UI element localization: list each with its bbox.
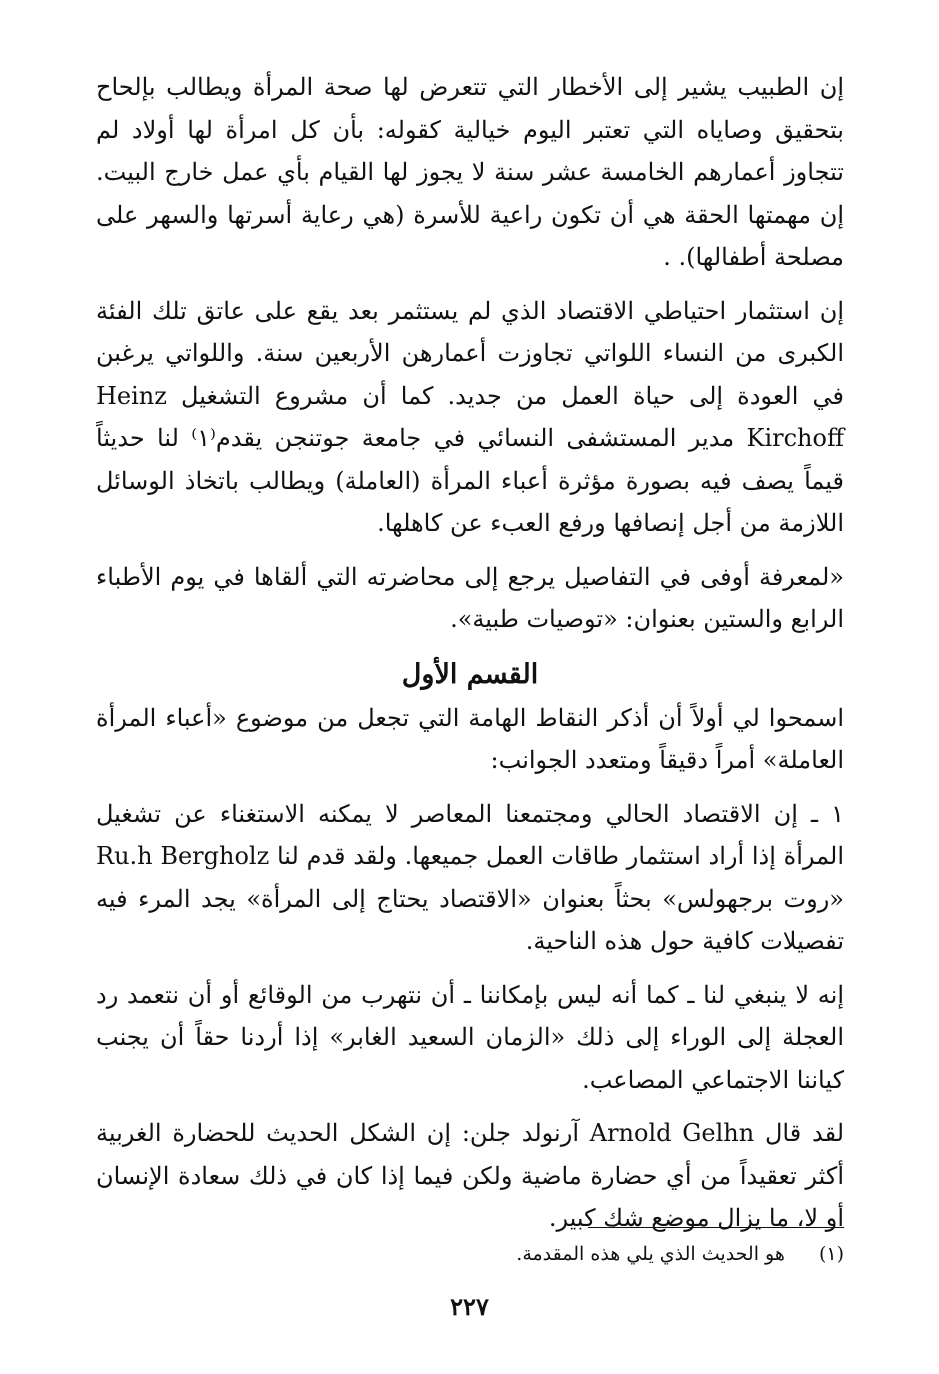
footnote-divider xyxy=(588,1227,844,1228)
section-heading: القسم الأول xyxy=(401,658,539,690)
paragraph-2: إن استثمار احتياطي الاقتصاد الذي لم يستثمر بعد يقع على عاتق تلك الفئة الكبرى من النساء اللواتي تجاوزت أعمارهن الأربعين سنة. واللواتي يرغبن في العودة إلى حياة العمل من جديد. كما أن مشروع التشغيل Heinz Kirchoff مدير المستشفى النسائي في جامعة جوتنجن يقدم⁽١⁾ لنا حديثاً قيماً يصف فيه بصورة مؤثرة أعباء المرأة (العاملة) ويطالب باتخاذ الوسائل اللازمة من أجل إنصافها ورفع العبء عن كاهلها. xyxy=(96,296,845,537)
paragraph-7: لقد قال Arnold Gelhn آرنولد جلن: إن الشكل الحديث للحضارة الغربية أكثر تعقيداً من أي حضارة ماضية ولكن فيما إذا كان في ذلك سعادة الإنسان أو لا، ما يزال موضع شك كبير. xyxy=(96,1119,845,1232)
paragraph-6: إنه لا ينبغي لنا ـ كما أنه ليس بإمكاننا ـ أن نتهرب من الوقائع أو أن نتعمد رد العجلة إلى الوراء إلى ذلك «الزمان السعيد الغابر» إذا أردنا حقاً أن يجنب كياننا الاجتماعي المصاعب. xyxy=(96,980,844,1094)
footnote xyxy=(96,1240,844,1268)
page-body xyxy=(96,66,844,1244)
paragraph-3: «لمعرفة أوفى في التفاصيل يرجع إلى محاضرته التي ألقاها في يوم الأطباء الرابع والستين بعنوان: «توصيات طبية». xyxy=(96,562,844,633)
footnote-text: هو الحديث الذي يلي هذه المقدمة. xyxy=(516,1243,785,1265)
paragraph-4: اسمحوا لي أولاً أن أذكر النقاط الهامة التي تجعل من موضوع «أعباء المرأة العاملة» أمراً دقيقاً ومتعدد الجوانب: xyxy=(96,703,844,774)
page-number: ٢٢٧ xyxy=(450,1292,489,1321)
footnote-marker: (١) xyxy=(818,1243,844,1265)
paragraph-5: ١ ـ إن الاقتصاد الحالي ومجتمعنا المعاصر لا يمكنه الاستغناء عن تشغيل المرأة إذا أراد استثمار طاقات العمل جميعها. ولقد قدم لنا Ru.h Bergholz «روت برجهولس» بحثاً بعنوان «الاقتصاد يحتاج إلى المرأة» يجد المرء فيه تفصيلات كافية حول هذه الناحية. xyxy=(96,799,845,955)
paragraph-1: إن الطبيب يشير إلى الأخطار التي تتعرض لها صحة المرأة ويطالب بإلحاح بتحقيق وصاياه التي تعتبر اليوم خيالية كقوله: بأن كل امرأة لها أولاد لم تتجاوز أعمارهم الخامسة عشر سنة لا يجوز لها القيام بأي عمل خارج البيت. إن مهمتها الحقة هي أن تكون راعية للأسرة (هي رعاية أسرتها والسهر على مصلحة أطفالها). . xyxy=(96,73,844,271)
